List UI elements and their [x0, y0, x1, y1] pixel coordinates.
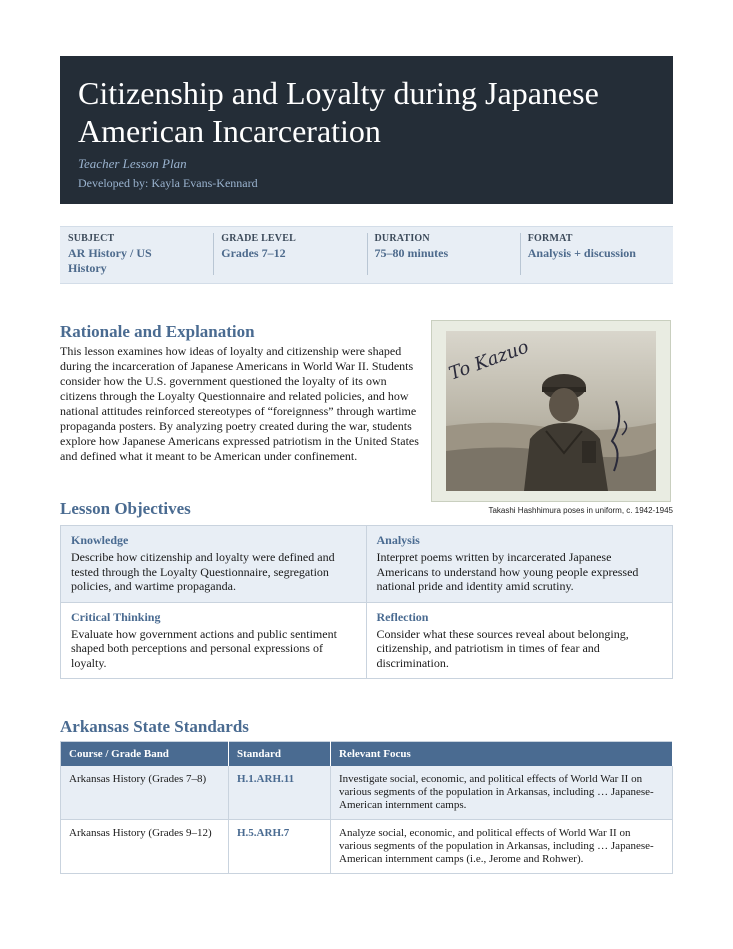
meta-value: Grades 7–12: [221, 246, 286, 260]
meta-value: Analysis + discussion: [527, 246, 636, 260]
meta-label: SUBJECT: [68, 233, 115, 244]
meta-format: [520, 227, 673, 283]
objective-critical-thinking: [61, 602, 367, 679]
meta-value: AR History / US History: [68, 246, 152, 275]
standards-table: [60, 741, 673, 874]
meta-label: GRADE LEVEL: [221, 233, 296, 244]
meta-duration: [367, 227, 520, 283]
standards-heading: Arkansas State Standards: [60, 717, 249, 736]
lesson-meta-bar: [60, 226, 673, 284]
column-header: Course / Grade Band: [61, 742, 229, 767]
objective-title: Reflection: [376, 609, 429, 624]
objective-knowledge: [61, 526, 367, 602]
page-subtitle: Teacher Lesson Plan: [78, 156, 187, 171]
page-title: Citizenship and Loyalty during Japanese American Incarceration: [78, 75, 599, 149]
author-line: Developed by: Kayla Evans-Kennard: [78, 176, 258, 190]
table-header-row: [61, 742, 673, 767]
standards-section: [60, 717, 673, 874]
rationale-heading: Rationale and Explanation: [60, 322, 255, 341]
objectives-heading: Lesson Objectives: [60, 499, 191, 518]
focus-cell: Investigate social, economic, and political effects of World War II on various segments of the population in Arkansas, including … Japanese-American internment camps.: [331, 766, 673, 820]
focus-cell: Analyze social, economic, and political effects of World War II on various segments of the population in Arkansas, including … Japanese-American internment camps (i.e., Jerome and Rohwer).: [331, 820, 673, 874]
objectives-grid: [60, 525, 673, 679]
objective-text: Consider what these sources reveal about belonging, citizenship, and patriotism in times of fear and discrimination.: [376, 626, 629, 670]
column-header: Standard: [229, 742, 331, 767]
objective-text: Evaluate how government actions and public sentiment shaped both perceptions and personal expressions of loyalty.: [71, 626, 337, 670]
objective-text: Describe how citizenship and loyalty were defined and tested through the Loyalty Questionnaire, segregation policies, and wartime propaganda.: [71, 550, 335, 593]
objective-title: Knowledge: [71, 533, 129, 547]
title-banner: [60, 56, 673, 204]
table-row: [61, 766, 673, 820]
standard-code-cell: H.5.ARH.7: [229, 820, 331, 874]
objective-text: Interpret poems written by incarcerated Japanese Americans to understand how young people expressed national pride and identity amid scrutiny.: [376, 550, 639, 593]
soldier-photo: [431, 320, 671, 502]
course-cell: Arkansas History (Grades 9–12): [61, 820, 229, 874]
standard-code-cell: H.1.ARH.11: [229, 766, 331, 820]
table-row: [61, 820, 673, 874]
course-cell: Arkansas History (Grades 7–8): [61, 766, 229, 820]
soldier-photo-image: [446, 331, 656, 491]
objective-analysis: [367, 526, 673, 602]
meta-value: 75–80 minutes: [374, 246, 449, 260]
objective-reflection: [367, 602, 673, 679]
rationale-body: This lesson examines how ideas of loyalty and citizenship were shaped during the incarceration of Japanese Americans in World War II. Students consider how the U.S. government questioned the loyalty of its own citizens through the Loyalty Questionnaire and related policies, and how national attitudes reinforced stereotypes of “foreignness” through wartime propaganda posters. By analyzing poetry created during the war, students explore how Japanese Americans expressed patriotism in the United States and defined what it meant to be American under confinement.: [60, 344, 419, 463]
rationale-section: [60, 322, 425, 464]
soldier-photo-figure: [431, 320, 673, 515]
objectives-section: [60, 499, 673, 679]
meta-subject: [60, 227, 213, 283]
meta-label: FORMAT: [527, 233, 573, 244]
photo-caption: Takashi Hashhimura poses in uniform, c. 1942-1945: [488, 506, 673, 515]
objective-title: Analysis: [376, 533, 420, 547]
lesson-plan-page: [60, 56, 673, 865]
meta-grade-level: [213, 227, 366, 283]
photo-inscription: To Kazuo: [446, 336, 532, 385]
column-header: Relevant Focus: [331, 742, 673, 767]
objective-title: Critical Thinking: [71, 609, 161, 624]
meta-label: DURATION: [374, 233, 430, 244]
